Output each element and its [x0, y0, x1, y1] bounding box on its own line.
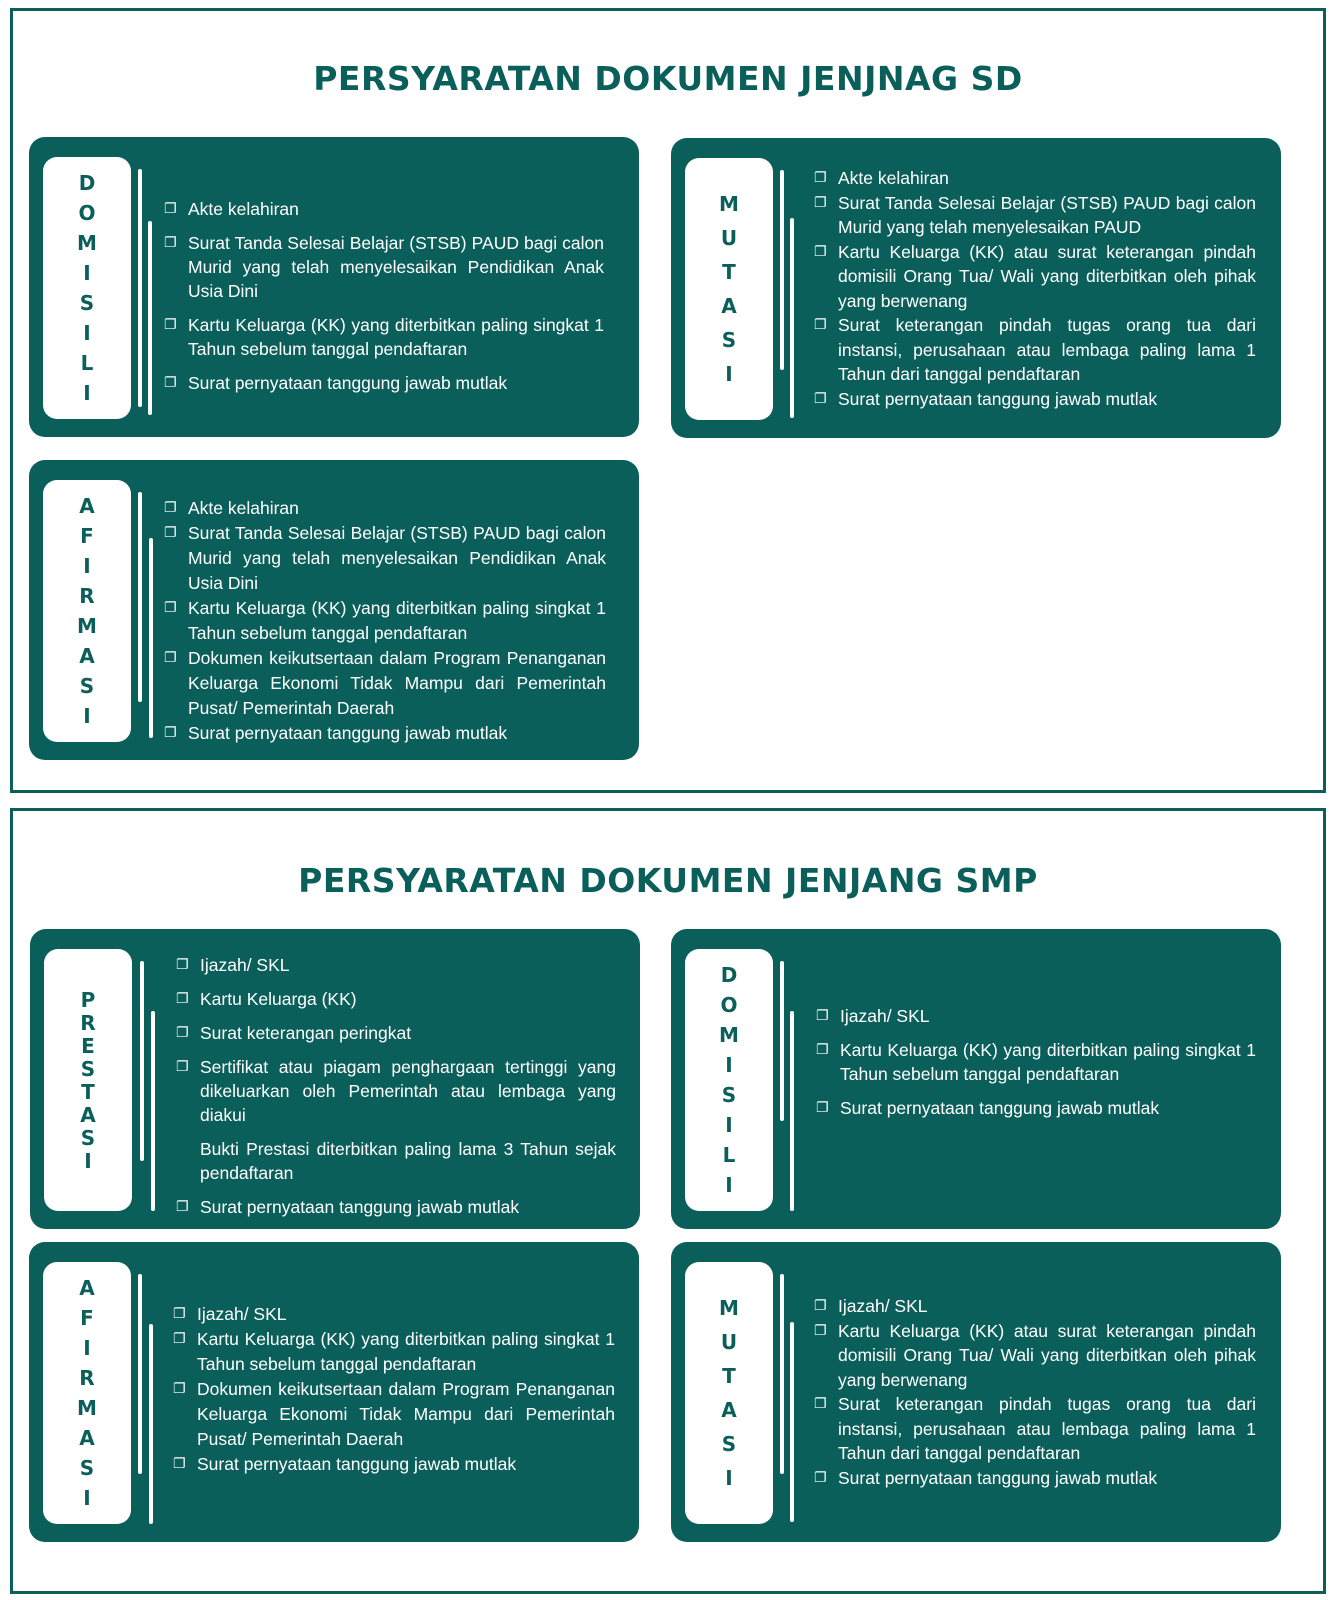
- list-item: [814, 1319, 1256, 1393]
- list-item-text: Akte kelahiran: [188, 498, 299, 518]
- stacked-window-icon: ❐: [816, 1008, 829, 1024]
- list-item-text: Dokumen keikutsertaan dalam Program Penanganan Keluarga Ekonomi Tidak Mampu dari Pemerintah Pusat/ Pemerintah Daerah: [188, 648, 606, 718]
- tag-letter: I: [83, 321, 91, 345]
- stacked-window-icon: ❐: [814, 1469, 827, 1486]
- divider: [138, 1274, 142, 1474]
- stacked-window-icon: ❐: [164, 201, 177, 217]
- smp-domisili-card: [671, 929, 1281, 1229]
- list-item-text: Surat pernyataan tanggung jawab mutlak: [200, 1197, 520, 1217]
- tag-letter: D: [78, 171, 96, 195]
- divider: [149, 1324, 153, 1524]
- list-item-text: Kartu Keluarga (KK) yang diterbitkan paling singkat 1 Tahun sebelum tanggal pendaftaran: [188, 315, 604, 359]
- divider: [780, 170, 784, 370]
- list-item-text: Kartu Keluarga (KK): [200, 989, 357, 1009]
- list-item: [816, 1038, 1256, 1086]
- sd-afirmasi-tag: [43, 480, 131, 742]
- list-item: [814, 191, 1256, 240]
- tag-letter: S: [79, 291, 95, 315]
- tag-letter: M: [77, 614, 97, 638]
- list-item: [164, 371, 604, 395]
- tag-letter: L: [722, 1143, 736, 1167]
- list-item: [816, 1004, 1256, 1028]
- tag-letter: U: [720, 226, 738, 250]
- divider: [149, 538, 153, 738]
- tag-letter: L: [80, 351, 94, 375]
- divider: [138, 492, 142, 702]
- sd-title: PERSYARATAN DOKUMEN JENJNAG SD: [313, 59, 1023, 98]
- tag-letter: I: [83, 554, 91, 578]
- stacked-window-icon: ❐: [814, 194, 827, 211]
- smp-mutasi-tag: [685, 1262, 773, 1524]
- list-item: [176, 987, 616, 1011]
- stacked-window-icon: ❐: [814, 390, 827, 407]
- list-item-text: Dokumen keikutsertaan dalam Program Penanganan Keluarga Ekonomi Tidak Mampu dari Pemerintah Pusat/ Pemerintah Daerah: [197, 1379, 615, 1449]
- list-item: [814, 1466, 1256, 1491]
- tag-letter: M: [719, 192, 739, 216]
- tag-letter: I: [83, 1336, 91, 1360]
- tag-letter: D: [720, 963, 738, 987]
- tag-letter: M: [719, 1023, 739, 1047]
- divider: [790, 1011, 794, 1211]
- sd-afirmasi-list: [164, 496, 606, 746]
- list-item-text: Ijazah/ SKL: [838, 1296, 928, 1316]
- sd-domisili-list: [164, 197, 604, 395]
- smp-prestasi-card: [30, 929, 640, 1229]
- tag-letter: I: [725, 1113, 733, 1137]
- smp-section: [10, 808, 1326, 1594]
- tag-letter: I: [725, 1466, 733, 1490]
- list-item: [814, 240, 1256, 314]
- stacked-window-icon: ❐: [814, 1396, 827, 1412]
- tag-letter: S: [79, 1456, 95, 1480]
- divider: [148, 221, 152, 415]
- tag-letter: I: [725, 362, 733, 386]
- sd-domisili-tag: [43, 157, 131, 419]
- tag-letter: T: [722, 260, 736, 284]
- list-item-text: Surat pernyataan tanggung jawab mutlak: [188, 373, 508, 393]
- tag-letter: P: [80, 987, 96, 1012]
- list-item-text: Kartu Keluarga (KK) atau surat keterangan pindah domisili Orang Tua/ Wali yang diterbitkan oleh pihak yang berwenang: [838, 1320, 1256, 1390]
- stacked-window-icon: ❐: [164, 500, 177, 516]
- tag-letter: A: [721, 294, 737, 318]
- stacked-window-icon: ❐: [176, 1199, 189, 1215]
- tag-letter: R: [80, 1010, 96, 1035]
- smp-afirmasi-card: [29, 1242, 639, 1542]
- tag-letter: I: [83, 261, 91, 285]
- list-item-text: Akte kelahiran: [838, 168, 949, 188]
- stacked-window-icon: ❐: [164, 525, 177, 541]
- smp-afirmasi-list: [173, 1302, 615, 1477]
- list-item: [164, 596, 606, 646]
- tag-letter: S: [80, 1056, 96, 1081]
- tag-letter: I: [725, 1053, 733, 1077]
- list-item-text: Kartu Keluarga (KK) yang diterbitkan paling singkat 1 Tahun sebelum tanggal pendaftaran: [197, 1329, 615, 1374]
- tag-letter: S: [79, 674, 95, 698]
- tag-letter: I: [83, 381, 91, 405]
- list-item-text: Surat pernyataan tanggung jawab mutlak: [197, 1454, 517, 1474]
- list-item: [164, 721, 606, 746]
- list-item: [814, 166, 1256, 191]
- list-item: [173, 1302, 615, 1327]
- tag-letter: R: [79, 1366, 95, 1390]
- list-item: [814, 1392, 1256, 1466]
- stacked-window-icon: ❐: [173, 1456, 186, 1472]
- tag-letter: S: [721, 328, 737, 352]
- tag-letter: E: [81, 1033, 95, 1058]
- list-item-text: Surat Tanda Selesai Belajar (STSB) PAUD bagi calon Murid yang telah menyelesaikan PAUD: [838, 192, 1256, 237]
- sd-mutasi-card: [671, 138, 1281, 438]
- tag-letter: O: [720, 993, 738, 1017]
- tag-letter: O: [78, 201, 96, 225]
- list-item: [816, 1096, 1256, 1120]
- tag-letter: S: [721, 1083, 737, 1107]
- stacked-window-icon: ❐: [164, 317, 177, 333]
- list-item: [176, 1137, 616, 1185]
- divider: [790, 1322, 794, 1522]
- list-item-text: Surat keterangan pindah tugas orang tua dari instansi, perusahaan atau lembaga paling lama 1 Tahun dari tanggal pendaftaran: [838, 1394, 1256, 1463]
- list-item-text: Surat pernyataan tanggung jawab mutlak: [838, 388, 1158, 409]
- stacked-window-icon: ❐: [814, 317, 827, 333]
- list-item: [176, 953, 616, 977]
- stacked-window-icon: ❐: [814, 1322, 827, 1339]
- smp-domisili-list: [816, 1004, 1256, 1120]
- list-item-text: Kartu Keluarga (KK) yang diterbitkan paling singkat 1 Tahun sebelum tanggal pendaftaran: [840, 1040, 1256, 1084]
- tag-letter: S: [721, 1432, 737, 1456]
- list-item: [164, 521, 606, 596]
- list-item-text: Surat pernyataan tanggung jawab mutlak: [840, 1098, 1160, 1118]
- list-item-text: Surat Tanda Selesai Belajar (STSB) PAUD bagi calon Murid yang telah menyelesaikan Pendidikan Anak Usia Dini: [188, 233, 604, 301]
- tag-letter: A: [79, 1276, 95, 1300]
- stacked-window-icon: ❐: [814, 170, 827, 186]
- tag-letter: I: [84, 1148, 92, 1173]
- tag-letter: A: [721, 1398, 737, 1422]
- list-item: [173, 1327, 615, 1377]
- list-item: [164, 197, 604, 221]
- list-item-text: Surat pernyataan tanggung jawab mutlak: [838, 1467, 1158, 1488]
- list-item-text: Surat Tanda Selesai Belajar (STSB) PAUD bagi calon Murid yang telah menyelesaikan Pendidikan Anak Usia Dini: [188, 523, 606, 593]
- list-item: [176, 1195, 616, 1219]
- stacked-window-icon: ❐: [164, 375, 177, 391]
- stacked-window-icon: ❐: [164, 725, 177, 741]
- divider: [780, 961, 784, 1121]
- list-item: [164, 646, 606, 721]
- tag-letter: M: [719, 1296, 739, 1320]
- stacked-window-icon: ❐: [164, 600, 177, 616]
- stacked-window-icon: ❐: [176, 991, 189, 1007]
- tag-letter: I: [725, 1173, 733, 1197]
- stacked-window-icon: ❐: [816, 1100, 829, 1116]
- stacked-window-icon: ❐: [173, 1331, 186, 1347]
- stacked-window-icon: ❐: [164, 235, 177, 251]
- list-item: [176, 1055, 616, 1127]
- stacked-window-icon: ❐: [176, 1025, 189, 1041]
- tag-letter: F: [80, 1306, 94, 1330]
- tag-letter: F: [80, 524, 94, 548]
- stacked-window-icon: ❐: [816, 1042, 829, 1058]
- tag-letter: T: [81, 1079, 95, 1104]
- tag-letter: I: [83, 1486, 91, 1510]
- sd-afirmasi-card: [29, 460, 639, 760]
- stacked-window-icon: ❐: [173, 1381, 186, 1397]
- stacked-window-icon: ❐: [164, 650, 177, 666]
- divider: [140, 961, 144, 1161]
- divider: [151, 1011, 155, 1211]
- list-item: [814, 313, 1256, 387]
- list-item: [164, 496, 606, 521]
- tag-letter: M: [77, 1396, 97, 1420]
- list-item: [814, 387, 1256, 412]
- tag-letter: R: [79, 584, 95, 608]
- sd-section: [10, 8, 1326, 793]
- smp-mutasi-list: [814, 1294, 1256, 1490]
- list-item-text: Bukti Prestasi diterbitkan paling lama 3 Tahun sejak pendaftaran: [200, 1139, 616, 1183]
- divider: [790, 218, 794, 418]
- smp-afirmasi-tag: [43, 1262, 131, 1524]
- smp-mutasi-card: [671, 1242, 1281, 1542]
- list-item-text: Kartu Keluarga (KK) atau surat keterangan pindah domisili Orang Tua/ Wali yang diterbitkan oleh pihak yang berwenang: [838, 241, 1256, 311]
- list-item: [164, 231, 604, 303]
- sd-mutasi-tag: [685, 158, 773, 420]
- stacked-window-icon: ❐: [814, 1298, 827, 1314]
- tag-letter: S: [80, 1125, 96, 1150]
- tag-letter: A: [79, 494, 95, 518]
- stacked-window-icon: ❐: [176, 957, 189, 973]
- sd-mutasi-list: [814, 166, 1256, 411]
- list-item-text: Surat keterangan peringkat: [200, 1023, 412, 1043]
- list-item-text: Kartu Keluarga (KK) yang diterbitkan paling singkat 1 Tahun sebelum tanggal pendaftaran: [188, 598, 606, 643]
- tag-letter: M: [77, 231, 97, 255]
- list-item-text: Surat pernyataan tanggung jawab mutlak: [188, 723, 508, 743]
- list-item-text: Ijazah/ SKL: [200, 955, 290, 975]
- list-item-text: Ijazah/ SKL: [197, 1304, 287, 1324]
- divider: [780, 1274, 784, 1474]
- stacked-window-icon: ❐: [176, 1059, 189, 1075]
- list-item: [173, 1452, 615, 1477]
- list-item: [814, 1294, 1256, 1319]
- tag-letter: A: [80, 1102, 96, 1127]
- tag-letter: A: [79, 1426, 95, 1450]
- list-item: [164, 313, 604, 361]
- tag-letter: U: [720, 1330, 738, 1354]
- smp-domisili-tag: [685, 949, 773, 1211]
- tag-letter: I: [83, 704, 91, 728]
- divider: [138, 169, 142, 407]
- smp-title: PERSYARATAN DOKUMEN JENJANG SMP: [298, 861, 1038, 900]
- list-item-text: Sertifikat atau piagam penghargaan tertinggi yang dikeluarkan oleh Pemerintah atau lembaga yang diakui: [200, 1057, 616, 1125]
- tag-letter: A: [79, 644, 95, 668]
- smp-prestasi-list: [176, 953, 616, 1219]
- list-item: [176, 1021, 616, 1045]
- list-item-text: Surat keterangan pindah tugas orang tua dari instansi, perusahaan atau lembaga paling lama 1 Tahun dari tanggal pendaftaran: [838, 315, 1256, 384]
- tag-letter: T: [722, 1364, 736, 1388]
- sd-domisili-card: [29, 137, 639, 437]
- smp-prestasi-tag: [44, 949, 132, 1211]
- list-item-text: Ijazah/ SKL: [840, 1006, 930, 1026]
- list-item: [173, 1377, 615, 1452]
- list-item-text: Akte kelahiran: [188, 199, 299, 219]
- stacked-window-icon: ❐: [173, 1306, 186, 1322]
- stacked-window-icon: ❐: [814, 243, 827, 260]
